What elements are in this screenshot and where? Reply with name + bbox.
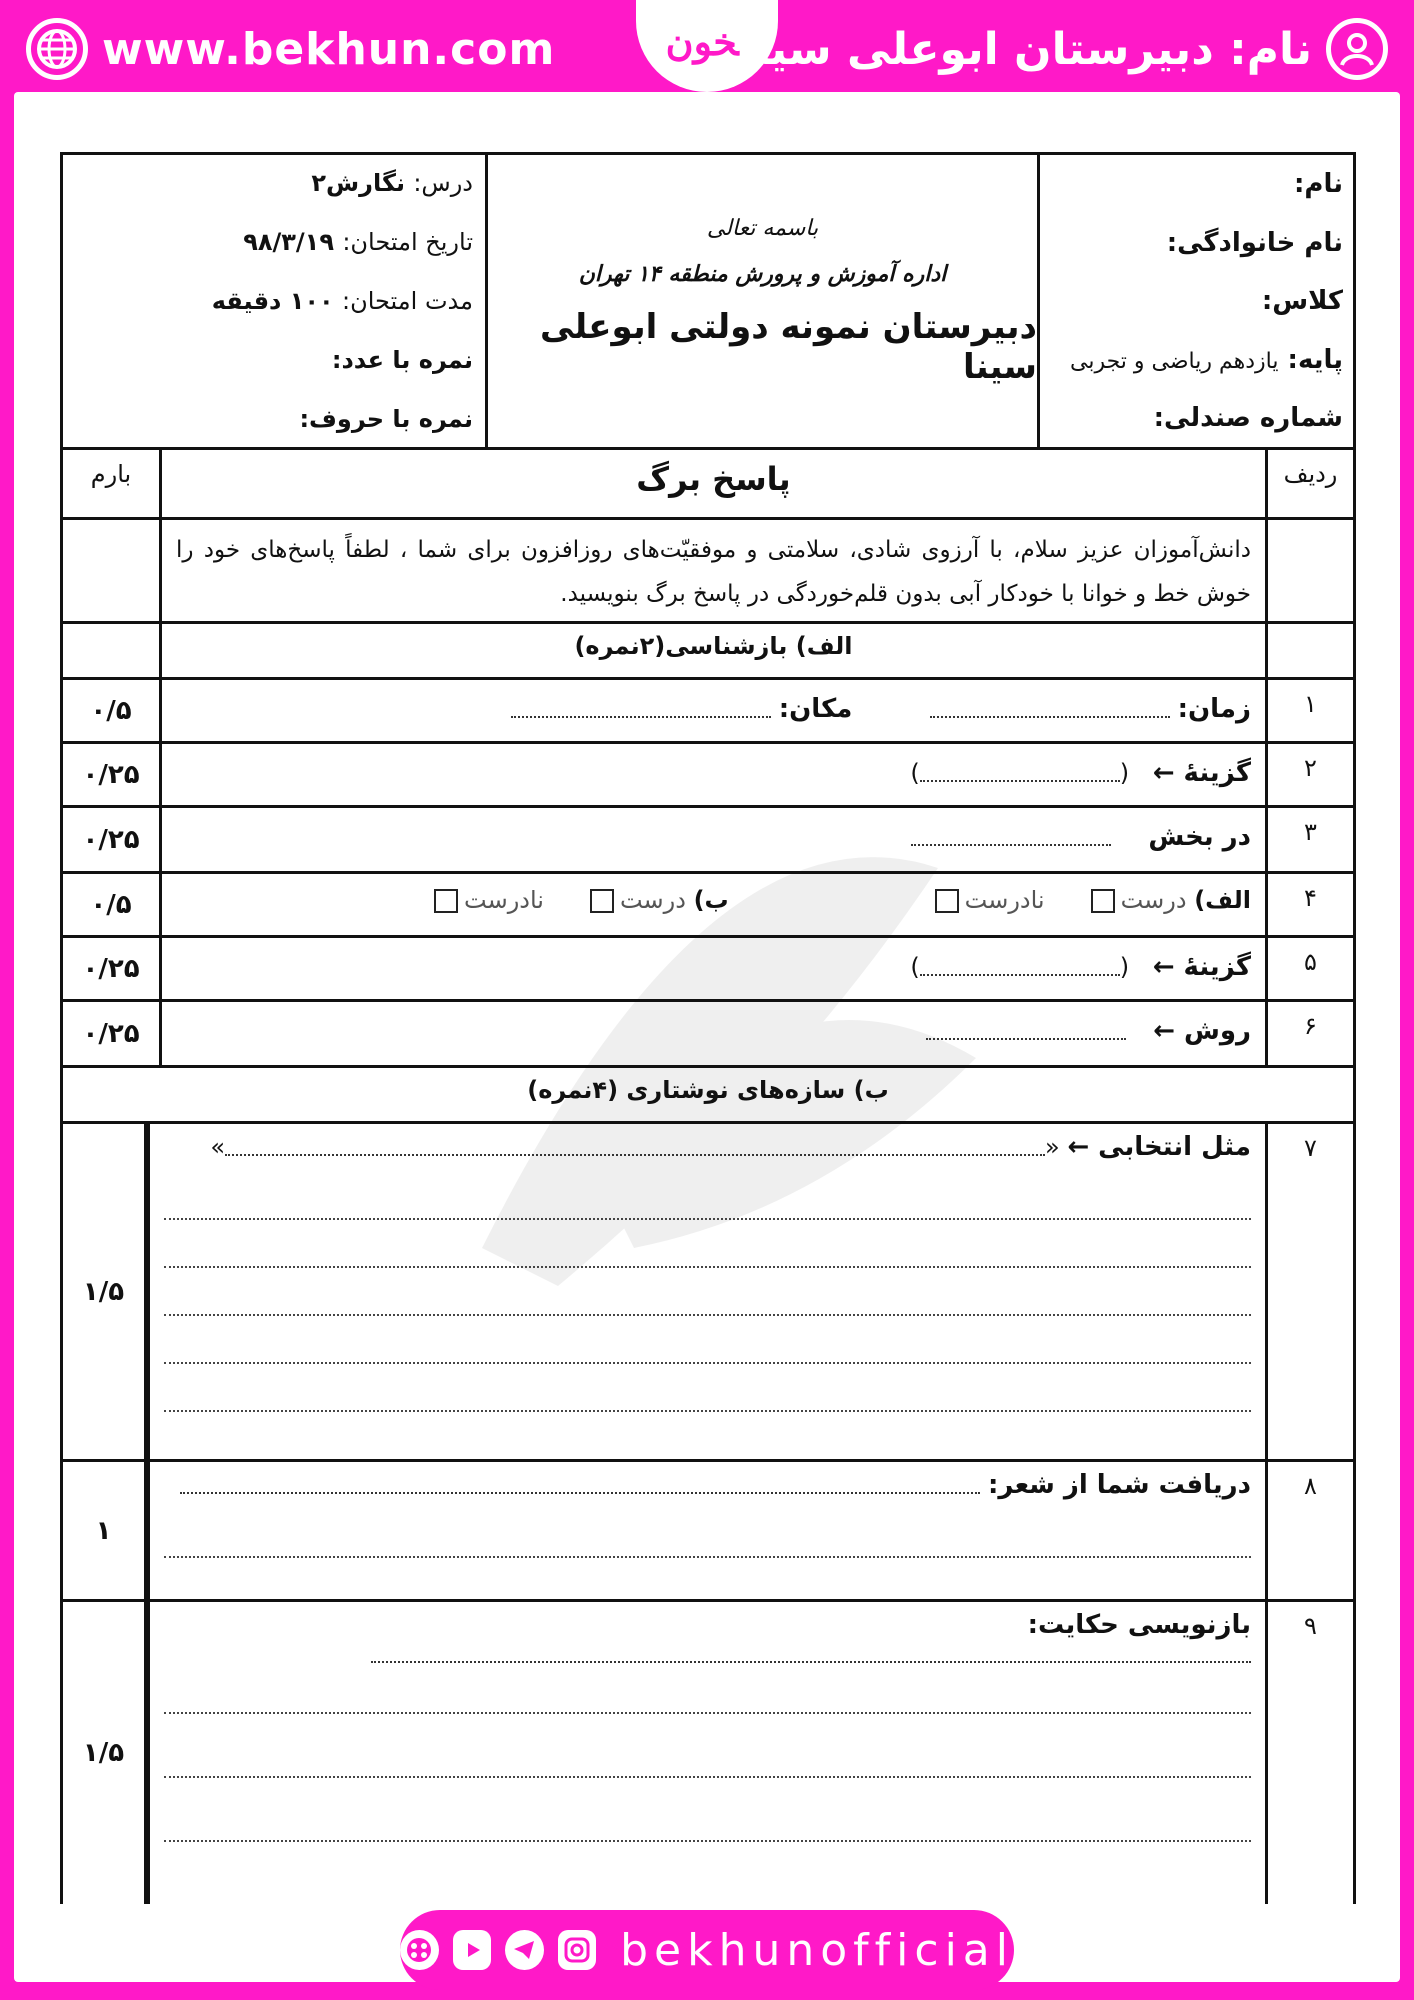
title-row [60, 450, 1356, 520]
poem-blank[interactable] [180, 1478, 980, 1494]
exam-duration [75, 287, 473, 315]
question-row [60, 938, 1356, 1002]
department: اداره آموزش و پرورش منطقه ۱۴ تهران [578, 260, 947, 287]
date-value: ۹۸/۳/۱۹ [243, 228, 334, 256]
logo-text: بخون [665, 18, 749, 64]
part-a-label: الف) [1194, 886, 1251, 914]
grade-value: یازدهم ریاضی و تجربی [1070, 348, 1279, 374]
score-col-header: بارم [90, 460, 132, 488]
answer-line[interactable] [164, 1268, 1251, 1316]
row-col-header: ردیف [1265, 450, 1353, 517]
false-label: نادرست [464, 886, 544, 914]
true-label: درست [1120, 886, 1187, 914]
answer-sheet [60, 152, 1356, 1904]
checkbox-true-a[interactable] [1091, 889, 1115, 913]
score-value: ۱/۵ [63, 1124, 147, 1459]
question-row [60, 1124, 1356, 1462]
answer-line[interactable] [164, 1714, 1251, 1778]
place-blank[interactable] [511, 702, 771, 718]
row-number: ۷ [1265, 1124, 1353, 1459]
instagram-icon[interactable] [558, 1930, 597, 1970]
question-row [60, 874, 1356, 938]
duration-value: ۱۰۰ دقیقه [211, 287, 334, 315]
answer-cell [159, 874, 1265, 935]
score-value: ۰/۲۵ [82, 1018, 140, 1049]
question-row [60, 1462, 1356, 1602]
part-b-label: ب) [693, 886, 729, 914]
row-number: ۴ [1265, 874, 1353, 935]
time-label: زمان: [1177, 694, 1251, 724]
question-row [60, 680, 1356, 744]
question-row [60, 808, 1356, 874]
answer-cell[interactable] [147, 1462, 1265, 1599]
score-value: ۰/۲۵ [82, 953, 140, 984]
answer-cell[interactable] [147, 1602, 1265, 1904]
score-value: ۰/۲۵ [82, 824, 140, 855]
row-number: ۳ [1265, 808, 1353, 871]
exam-header [60, 152, 1356, 450]
website-banner[interactable] [26, 18, 555, 80]
answer-line[interactable] [164, 1510, 1251, 1558]
proverb-label: مثل انتخابی ← [1067, 1132, 1251, 1162]
option-blank[interactable] [920, 960, 1120, 976]
course-value: نگارش۲ [311, 169, 405, 197]
answer-line[interactable] [164, 1172, 1251, 1220]
section-blank[interactable] [911, 830, 1111, 846]
option-label: گزینهٔ ← [1152, 952, 1251, 982]
score-value: ۱ [63, 1462, 147, 1599]
youtube-icon[interactable] [453, 1930, 492, 1970]
row-number: ۱ [1265, 680, 1353, 741]
sheet-title: پاسخ برگ [159, 450, 1265, 517]
score-value: ۱/۵ [63, 1602, 147, 1904]
aparat-icon[interactable] [400, 1930, 439, 1970]
course [75, 169, 473, 197]
grade-label: پایه: [1287, 344, 1343, 375]
option-blank[interactable] [920, 766, 1120, 782]
answer-line[interactable] [164, 1220, 1251, 1268]
answer-cell[interactable] [159, 680, 1265, 741]
place-label: مکان: [778, 694, 853, 724]
empty-cell [63, 624, 159, 677]
question-row [60, 744, 1356, 808]
instructions: دانش‌آموزان عزیز سلام، با آرزوی شادی، سلامتی و موفقیّت‌های روزافزون برای شما ، لطفاً پاسخ‌های خود را خوش خط و خوانا با خودکار آبی بدون قلم‌خوردگی در پاسخ برگ بنویسید. [159, 520, 1265, 621]
section-b-title: ب) سازه‌های نوشتاری (۴نمره) [527, 1076, 889, 1104]
answer-line[interactable] [164, 1778, 1251, 1842]
course-label: درس: [413, 169, 473, 197]
proverb-blank[interactable] [225, 1140, 1045, 1156]
question-row [60, 1602, 1356, 1904]
method-label: روش ← [1153, 1016, 1251, 1046]
section-a-row [60, 624, 1356, 680]
intro-row [60, 520, 1356, 624]
social-handle[interactable]: bekhunofficial [620, 1924, 1014, 1976]
family-field[interactable]: نام خانوادگی: [1166, 227, 1343, 258]
school-title: دبیرستان نمونه دولتی ابوعلی سینا [540, 306, 1037, 387]
empty-cell [1265, 624, 1353, 677]
answer-cell[interactable] [159, 808, 1265, 871]
duration-label: مدت امتحان: [342, 287, 473, 315]
student-info [1037, 155, 1353, 447]
false-label: نادرست [964, 886, 1045, 914]
option-label: گزینهٔ ← [1152, 758, 1251, 788]
score-value: ۰/۵ [90, 695, 132, 726]
section-label: در بخش [1148, 822, 1251, 852]
date-label: تاریخ امتحان: [342, 228, 473, 256]
time-blank[interactable] [930, 702, 1170, 718]
question-row [60, 1002, 1356, 1068]
true-label: درست [619, 886, 686, 914]
globe-icon [26, 18, 88, 80]
row-number: ۶ [1265, 1002, 1353, 1065]
row-number: ۵ [1265, 938, 1353, 999]
answer-line[interactable] [164, 1364, 1251, 1412]
user-icon [1326, 18, 1388, 80]
name-field[interactable]: نام: [1294, 169, 1343, 199]
score-value: ۰/۲۵ [82, 759, 140, 790]
checkbox-true-b[interactable] [590, 889, 614, 913]
school-name-banner: نام: دبیرستان ابوعلی سینا [735, 23, 1312, 75]
row-number: ۹ [1265, 1602, 1353, 1904]
exam-date [75, 228, 473, 256]
name-banner [736, 18, 1388, 80]
seat-field[interactable]: شماره صندلی: [1153, 403, 1343, 433]
checkbox-false-a[interactable] [935, 889, 959, 913]
section-b-row [60, 1068, 1356, 1124]
exam-info [63, 155, 485, 447]
score-words[interactable]: نمره با حروف: [299, 405, 473, 433]
bismillah: باسمه تعالی [706, 215, 819, 241]
story-blank[interactable] [371, 1647, 1251, 1663]
row-number: ۸ [1265, 1462, 1353, 1599]
score-number[interactable]: نمره با عدد: [331, 346, 473, 374]
section-a-title: الف) بازشناسی(۲نمره) [159, 624, 1265, 677]
checkbox-false-b[interactable] [434, 889, 458, 913]
story-label: بازنویسی حکایت: [1027, 1610, 1251, 1640]
score-value: ۰/۵ [90, 889, 132, 920]
answer-cell[interactable] [159, 1002, 1265, 1065]
website-url[interactable]: www.bekhun.com [102, 23, 556, 75]
school-heading [485, 155, 1037, 447]
answer-line[interactable] [164, 1316, 1251, 1364]
row-number: ۲ [1265, 744, 1353, 805]
class-field[interactable]: کلاس: [1261, 286, 1343, 316]
answer-cell[interactable]: مثل انتخابی ← «» [147, 1124, 1265, 1459]
poem-label: دریافت شما از شعر: [988, 1470, 1251, 1500]
telegram-icon[interactable] [505, 1930, 544, 1970]
empty-cell [1265, 520, 1353, 621]
method-blank[interactable] [926, 1024, 1126, 1040]
grade-field [1050, 345, 1343, 375]
answer-cell[interactable]: گزینهٔ ← () [159, 938, 1265, 999]
empty-cell [63, 520, 159, 621]
social-footer[interactable] [400, 1910, 1014, 1990]
answer-cell[interactable]: گزینهٔ ← () [159, 744, 1265, 805]
